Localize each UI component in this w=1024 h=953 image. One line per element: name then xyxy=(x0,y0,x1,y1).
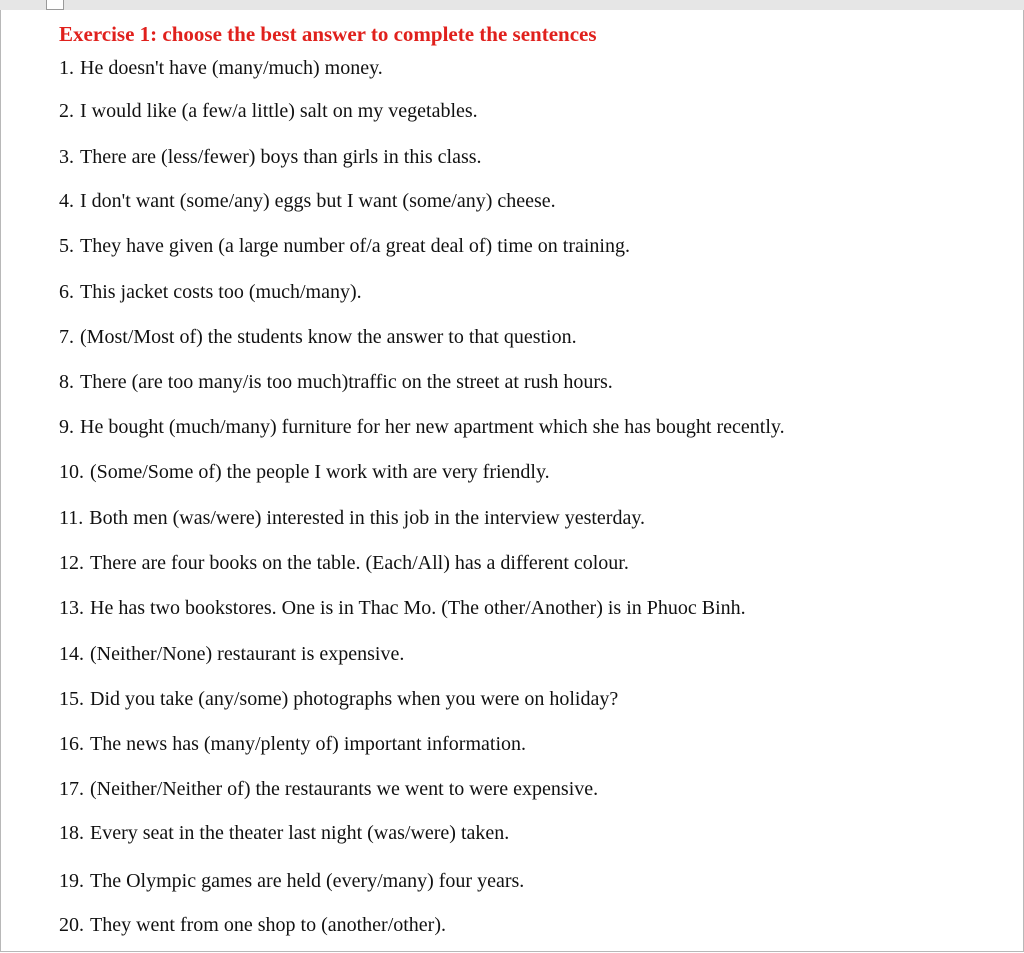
sentence-text: (Most/Most of) the students know the answer to that question. xyxy=(80,326,577,348)
sentence-number: 4. xyxy=(59,190,74,212)
sentence-text: He bought (much/many) furniture for her new apartment which she has bought recently. xyxy=(80,416,785,438)
sentence-text: Both men (was/were) interested in this job in the interview yesterday. xyxy=(89,507,646,529)
sentence-item xyxy=(59,686,618,712)
sentence-text: (Some/Some of) the people I work with are very friendly. xyxy=(90,461,550,483)
sentence-text: He has two bookstores. One is in Thac Mo. (The other/Another) is in Phuoc Binh. xyxy=(90,597,746,619)
sentence-text: There are four books on the table. (Each/All) has a different colour. xyxy=(90,552,629,574)
sentence-item xyxy=(59,868,524,894)
corner-marker xyxy=(46,0,64,10)
sentence-number: 19. xyxy=(59,870,84,892)
sentence-text: There (are too many/is too much)traffic on the street at rush hours. xyxy=(80,371,613,393)
sentence-item xyxy=(59,324,577,350)
sentence-number: 1. xyxy=(59,57,74,79)
sentence-item xyxy=(59,505,645,531)
sentence-item xyxy=(59,144,482,170)
sentence-number: 15. xyxy=(59,688,84,710)
sentence-item xyxy=(59,369,613,395)
sentence-number: 11. xyxy=(59,507,84,529)
top-strip xyxy=(0,0,1024,10)
sentence-item xyxy=(59,188,556,214)
sentence-text: (Neither/None) restaurant is expensive. xyxy=(90,643,405,665)
sentence-number: 8. xyxy=(59,371,74,393)
sentence-number: 14. xyxy=(59,643,84,665)
sentence-number: 17. xyxy=(59,778,84,800)
sentence-item xyxy=(59,98,478,124)
sentence-item xyxy=(59,641,404,667)
sentence-item xyxy=(59,595,746,621)
sentence-text: Did you take (any/some) photographs when you were on holiday? xyxy=(90,688,619,710)
sentence-text: Every seat in the theater last night (was/were) taken. xyxy=(90,822,510,844)
sentence-item xyxy=(59,414,785,440)
sentence-text: This jacket costs too (much/many). xyxy=(80,281,362,303)
sentence-text: He doesn't have (many/much) money. xyxy=(80,57,383,79)
sentence-number: 2. xyxy=(59,100,74,122)
sentence-item xyxy=(59,459,550,485)
sentence-number: 10. xyxy=(59,461,84,483)
sentence-item xyxy=(59,820,509,846)
sentence-text: I don't want (some/any) eggs but I want (some/any) cheese. xyxy=(80,190,556,212)
sentence-item xyxy=(59,279,362,305)
sentence-item xyxy=(59,233,630,259)
sentence-text: They have given (a large number of/a great deal of) time on training. xyxy=(80,235,630,257)
sentence-text: (Neither/Neither of) the restaurants we went to were expensive. xyxy=(90,778,599,800)
exercise-title: Exercise 1: choose the best answer to complete the sentences xyxy=(59,22,597,46)
sentence-number: 5. xyxy=(59,235,74,257)
sentence-item xyxy=(59,731,526,757)
sentence-number: 13. xyxy=(59,597,84,619)
sentence-number: 6. xyxy=(59,281,74,303)
sentence-number: 18. xyxy=(59,822,84,844)
sentence-text: The news has (many/plenty of) important information. xyxy=(90,733,527,755)
sentence-number: 3. xyxy=(59,146,74,168)
sentence-number: 9. xyxy=(59,416,74,438)
sentence-number: 20. xyxy=(59,914,84,936)
sentence-item xyxy=(59,55,383,81)
sentence-number: 12. xyxy=(59,552,84,574)
sentence-text: I would like (a few/a little) salt on my vegetables. xyxy=(80,100,478,122)
sentence-text: They went from one shop to (another/other). xyxy=(90,914,447,936)
sentence-text: There are (less/fewer) boys than girls in this class. xyxy=(80,146,482,168)
sentence-number: 16. xyxy=(59,733,84,755)
sentence-item xyxy=(59,912,446,938)
sentence-item xyxy=(59,550,629,576)
sentence-number: 7. xyxy=(59,326,74,348)
sentence-item xyxy=(59,776,598,802)
sentence-text: The Olympic games are held (every/many) four years. xyxy=(90,870,525,892)
